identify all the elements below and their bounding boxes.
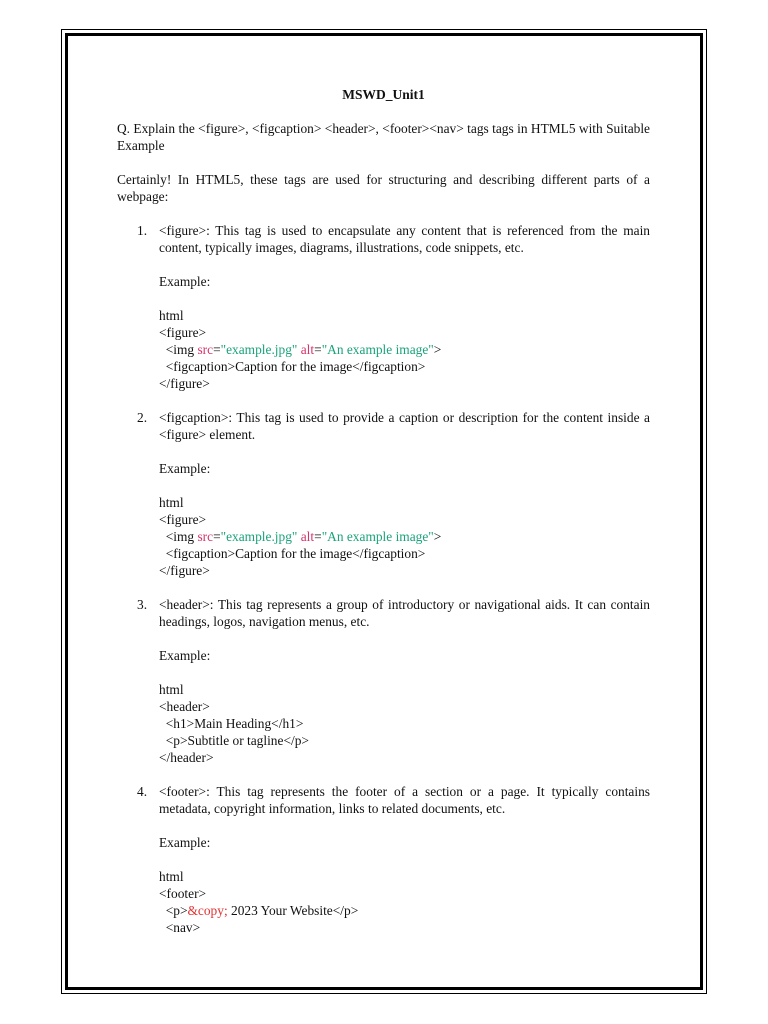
code-line: <p>Subtitle or tagline</p>	[159, 733, 309, 748]
code-line: <header>	[159, 699, 210, 714]
code-block	[159, 681, 650, 766]
list-number: 2.	[137, 410, 148, 425]
code-line: <img src="example.jpg" alt="An example image">	[159, 529, 442, 544]
question-text: Q. Explain the <figure>, <figcaption> <header>, <footer><nav> tags tags in HTML5 with Suitable Example	[117, 121, 650, 153]
code-attribute: src	[197, 342, 214, 357]
item-description: <figure>: This tag is used to encapsulate any content that is referenced from the main content, typically images, diagrams, illustrations, code snippets, etc.	[159, 223, 650, 255]
code-line: </figure>	[159, 376, 210, 391]
item-description: <figcaption>: This tag is used to provide a caption or description for the content inside a <figure> element.	[159, 410, 650, 442]
code-language: html	[159, 308, 184, 323]
code-value: "example.jpg"	[220, 529, 298, 544]
item-description: <header>: This tag represents a group of introductory or navigational aids. It can contain headings, logos, navigation menus, etc.	[159, 597, 650, 629]
list-number: 3.	[137, 597, 148, 612]
list-number: 4.	[137, 784, 148, 799]
example-label: Example:	[159, 461, 211, 476]
code-attribute: alt	[300, 342, 315, 357]
list-number: 1.	[137, 223, 148, 238]
document-title: MSWD_Unit1	[342, 87, 425, 102]
intro-text: Certainly! In HTML5, these tags are used for structuring and describing different parts of a webpage:	[117, 172, 650, 204]
code-line: <figcaption>Caption for the image</figcaption>	[159, 546, 426, 561]
code-line: </figure>	[159, 563, 210, 578]
code-language: html	[159, 869, 184, 884]
code-line: <figure>	[159, 512, 207, 527]
item-description: <footer>: This tag represents the footer of a section or a page. It typically contains metadata, copyright information, links to related documents, etc.	[159, 784, 650, 816]
code-line: <footer>	[159, 886, 207, 901]
example-label: Example:	[159, 274, 211, 289]
example-label: Example:	[159, 835, 211, 850]
code-line: <img src="example.jpg" alt="An example image">	[159, 342, 442, 357]
list-item-figure	[117, 222, 650, 392]
code-block	[159, 494, 650, 579]
code-line: <figure>	[159, 325, 207, 340]
list-item-header	[117, 596, 650, 766]
code-entity: &copy;	[187, 903, 228, 918]
code-line: <figcaption>Caption for the image</figcaption>	[159, 359, 426, 374]
code-line: <nav>	[159, 920, 201, 935]
code-line: </header>	[159, 750, 214, 765]
code-line: <h1>Main Heading</h1>	[159, 716, 304, 731]
code-attribute: src	[197, 529, 214, 544]
code-value: "An example image"	[321, 342, 434, 357]
example-label: Example:	[159, 648, 211, 663]
code-value: "example.jpg"	[220, 342, 298, 357]
document-body	[117, 86, 650, 953]
list-item-figcaption	[117, 409, 650, 579]
code-language: html	[159, 682, 184, 697]
code-block	[159, 868, 650, 936]
code-block	[159, 307, 650, 392]
list-item-footer	[117, 783, 650, 936]
code-language: html	[159, 495, 184, 510]
code-attribute: alt	[300, 529, 315, 544]
code-line: <p>&copy; 2023 Your Website</p>	[159, 903, 359, 918]
code-value: "An example image"	[321, 529, 434, 544]
